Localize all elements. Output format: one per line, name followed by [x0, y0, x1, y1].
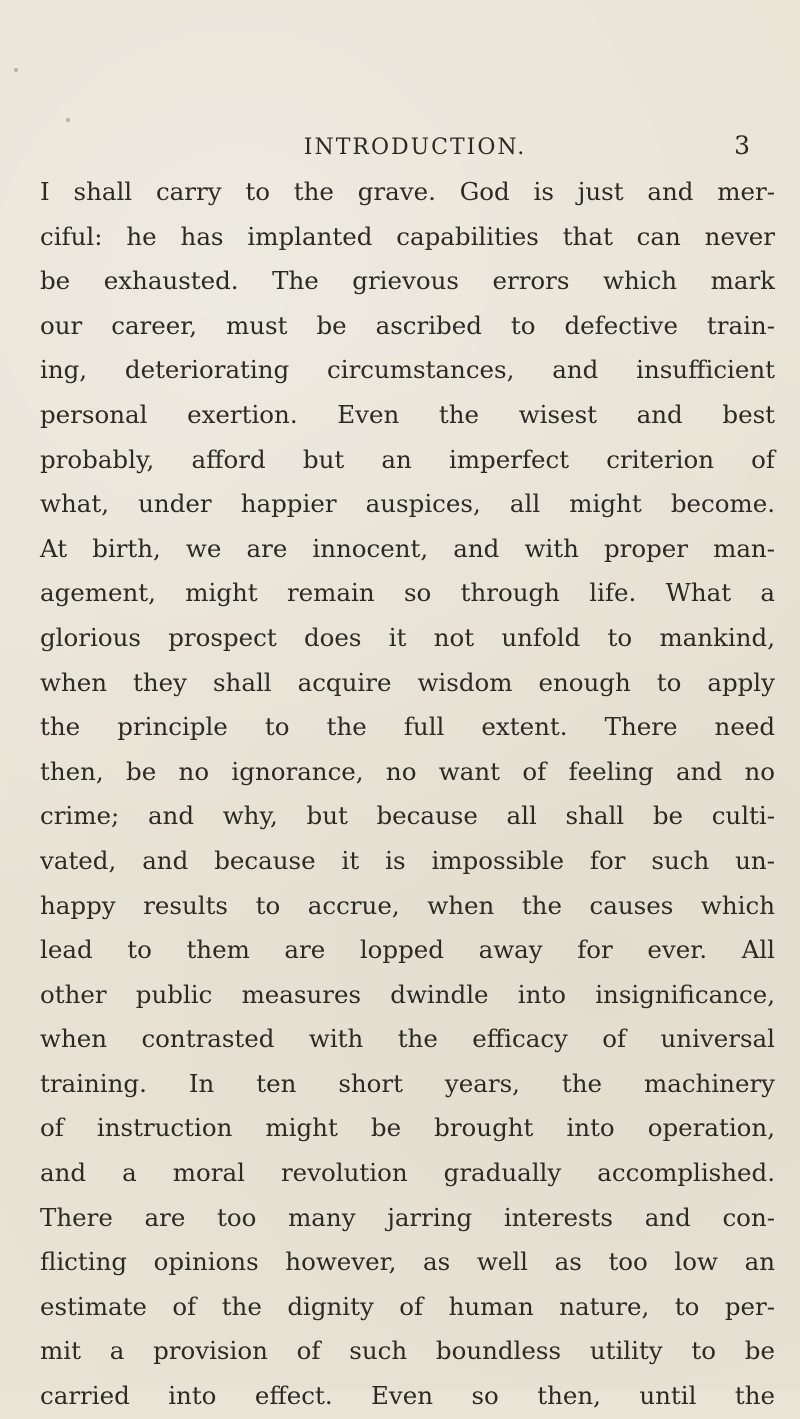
text-line: mit a provision of such boundless utility to be: [40, 1336, 775, 1366]
text-line: estimate of the dignity of human nature, to per-: [40, 1291, 775, 1321]
text-line: the principle to the full extent. There need: [40, 712, 775, 742]
text-line: vated, and because it is impossible for such un-: [40, 845, 775, 875]
text-line: ciful: he has implanted capabilities that can never: [40, 221, 775, 251]
text-line: ing, deteriorating circumstances, and insufficient: [40, 355, 775, 385]
text-line: There are too many jarring interests and con-: [40, 1202, 775, 1232]
text-line: when contrasted with the efficacy of universal: [40, 1024, 775, 1054]
text-line: what, under happier auspices, all might become.: [40, 489, 775, 519]
text-line: our career, must be ascribed to defective train-: [40, 310, 775, 340]
text-line: crime; and why, but because all shall be culti-: [40, 801, 775, 831]
page-number: 3: [734, 131, 750, 160]
running-head: INTRODUCTION.: [303, 135, 527, 160]
text-line: happy results to accrue, when the causes which: [40, 890, 775, 920]
paper-speck: [66, 118, 70, 122]
text-line: be exhausted. The grievous errors which mark: [40, 266, 775, 296]
text-line: when they shall acquire wisdom enough to apply: [40, 667, 775, 697]
text-line: flicting opinions however, as well as too low an: [40, 1247, 775, 1277]
text-line: agement, might remain so through life. What a: [40, 578, 775, 608]
body-text: [40, 170, 775, 1419]
text-line: I shall carry to the grave. God is just and mer-: [40, 177, 775, 206]
text-line: At birth, we are innocent, and with proper man-: [40, 533, 775, 563]
paper-speck: [14, 68, 18, 72]
text-line: training. In ten short years, the machinery: [40, 1068, 775, 1098]
text-line: then, be no ignorance, no want of feeling and no: [40, 756, 775, 786]
text-line: of instruction might be brought into operation,: [40, 1113, 775, 1143]
text-line: carried into effect. Even so then, until the: [40, 1381, 775, 1411]
text-line: lead to them are lopped away for ever. All: [40, 935, 775, 965]
text-line: other public measures dwindle into insignificance,: [40, 979, 775, 1009]
text-line: and a moral revolution gradually accomplished.: [40, 1158, 775, 1188]
text-line: personal exertion. Even the wisest and best: [40, 399, 775, 429]
text-line: probably, afford but an imperfect criterion of: [40, 444, 775, 474]
text-line: glorious prospect does it not unfold to mankind,: [40, 622, 775, 652]
